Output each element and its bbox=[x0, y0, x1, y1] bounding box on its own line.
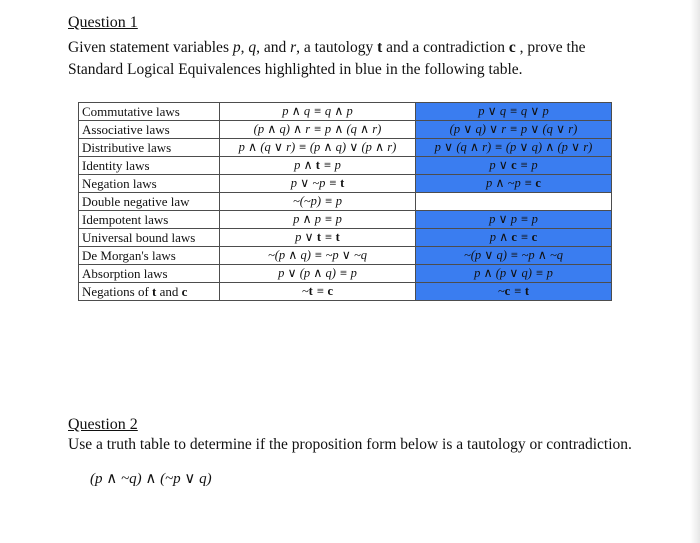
tautology-symbol: t bbox=[377, 39, 383, 56]
law-right-form: p ∨ q ≡ q ∨ p bbox=[416, 103, 612, 121]
law-right-form: ~c ≡ t bbox=[416, 283, 612, 301]
law-row bbox=[79, 157, 612, 175]
law-left-form: p ∧ p ≡ p bbox=[220, 211, 416, 229]
law-name: Universal bound laws bbox=[79, 229, 220, 247]
law-left-form: ~(~p) ≡ p bbox=[220, 193, 416, 211]
question2-formula: (p ∧ ~q) ∧ (~p ∨ q) bbox=[90, 471, 212, 487]
law-left-form: p ∧ t ≡ p bbox=[220, 157, 416, 175]
law-name: Double negative law bbox=[79, 193, 220, 211]
law-left-form: ~(p ∧ q) ≡ ~p ∨ ~q bbox=[220, 247, 416, 265]
law-row bbox=[79, 283, 612, 301]
law-left-form: p ∧ (q ∨ r) ≡ (p ∧ q) ∨ (p ∧ r) bbox=[220, 139, 416, 157]
window-edge bbox=[690, 0, 700, 543]
law-right-form: p ∧ (p ∨ q) ≡ p bbox=[416, 265, 612, 283]
law-row bbox=[79, 265, 612, 283]
question1-intro: Given statement variables p, q, and r, a tautology t and a contradiction c , prove the Standard Logical Equivalences highlighted in blue in the following table. bbox=[68, 39, 586, 78]
law-row bbox=[79, 121, 612, 139]
law-left-form: p ∨ (p ∧ q) ≡ p bbox=[220, 265, 416, 283]
law-name: Negation laws bbox=[79, 175, 220, 193]
law-name: Absorption laws bbox=[79, 265, 220, 283]
contradiction-symbol: c bbox=[508, 39, 516, 56]
law-right-form: p ∨ (q ∧ r) ≡ (p ∨ q) ∧ (p ∨ r) bbox=[416, 139, 612, 157]
question2-title: Question 2 bbox=[68, 416, 138, 433]
law-right-form: ~(p ∨ q) ≡ ~p ∧ ~q bbox=[416, 247, 612, 265]
law-left-form: p ∧ q ≡ q ∧ p bbox=[220, 103, 416, 121]
law-right-form: p ∨ c ≡ p bbox=[416, 157, 612, 175]
law-row bbox=[79, 139, 612, 157]
law-left-form: (p ∧ q) ∧ r ≡ p ∧ (q ∧ r) bbox=[220, 121, 416, 139]
law-left-form: p ∨ t ≡ t bbox=[220, 229, 416, 247]
law-left-form: p ∨ ~p ≡ t bbox=[220, 175, 416, 193]
law-name: Distributive laws bbox=[79, 139, 220, 157]
law-row bbox=[79, 211, 612, 229]
law-name: Associative laws bbox=[79, 121, 220, 139]
law-row bbox=[79, 103, 612, 121]
law-row bbox=[79, 229, 612, 247]
law-right-form: (p ∨ q) ∨ r ≡ p ∨ (q ∨ r) bbox=[416, 121, 612, 139]
law-right-form: p ∨ p ≡ p bbox=[416, 211, 612, 229]
question1-title: Question 1 bbox=[68, 14, 138, 31]
logical-equivalences-table bbox=[78, 102, 612, 301]
question2-text: Use a truth table to determine if the proposition form below is a tautology or contradiction. bbox=[68, 436, 632, 453]
law-name: Negations of t and c bbox=[79, 283, 220, 301]
law-left-form: ~t ≡ c bbox=[220, 283, 416, 301]
law-row bbox=[79, 193, 612, 211]
law-right-form: p ∧ ~p ≡ c bbox=[416, 175, 612, 193]
law-name: De Morgan's laws bbox=[79, 247, 220, 265]
law-right-form bbox=[416, 193, 612, 211]
law-name: Commutative laws bbox=[79, 103, 220, 121]
law-row bbox=[79, 247, 612, 265]
law-name: Idempotent laws bbox=[79, 211, 220, 229]
law-right-form: p ∧ c ≡ c bbox=[416, 229, 612, 247]
law-row bbox=[79, 175, 612, 193]
law-name: Identity laws bbox=[79, 157, 220, 175]
